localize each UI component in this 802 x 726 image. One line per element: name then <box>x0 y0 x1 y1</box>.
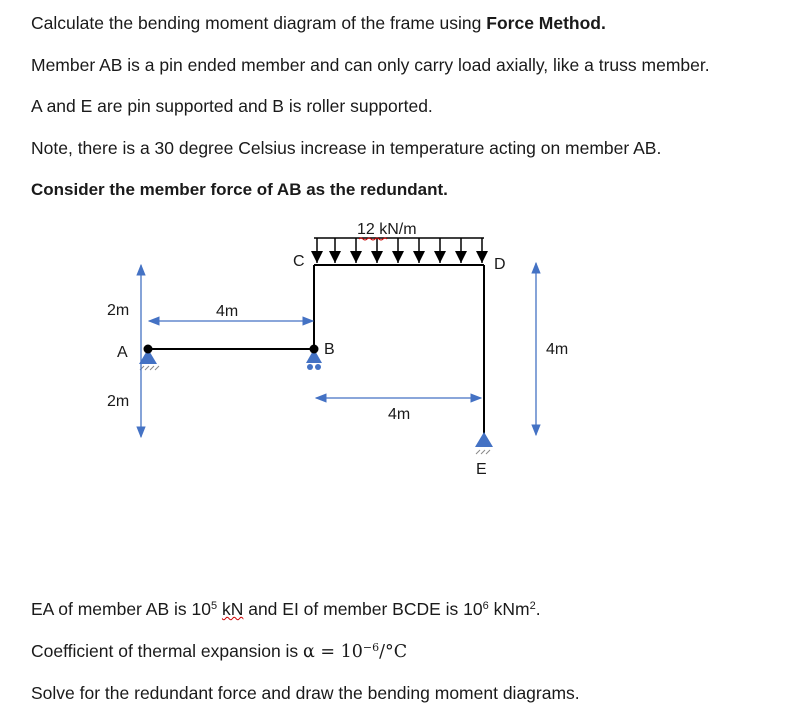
alpha-unit: /°C <box>379 642 408 662</box>
task-statement: Solve for the redundant force and draw the bending moment diagrams. <box>31 683 580 703</box>
ei-unit-exponent: 2 <box>529 600 536 612</box>
instruction-line-3: A and E are pin supported and B is roller supported. <box>31 96 433 116</box>
load-label: 12 kN/m <box>357 221 417 238</box>
thermal-coefficient <box>31 640 407 663</box>
force-method-emphasis: Force Method. <box>486 13 606 33</box>
node-label-c: C <box>293 253 305 270</box>
dimension-label-ab: 4m <box>216 303 239 320</box>
dimension-label-2m-bottom: 2m <box>107 393 130 410</box>
node-label-a: A <box>117 344 128 361</box>
ei-unit: kNm <box>488 599 530 619</box>
node-label-d: D <box>494 256 506 273</box>
pin-support-e <box>475 432 493 454</box>
material-properties <box>31 598 541 620</box>
node-label-e: E <box>476 461 487 478</box>
alpha-exponent: −6 <box>362 641 380 654</box>
node-label-b: B <box>324 341 335 358</box>
distributed-load <box>314 238 484 263</box>
alpha-text: Coefficient of thermal expansion is <box>31 641 304 661</box>
instruction-line-2: Member AB is a pin ended member and can only carry load axially, like a truss member. <box>31 55 710 75</box>
instruction-line-5: Consider the member force of AB as the redundant. <box>31 180 448 199</box>
ea-unit: kN <box>221 599 244 619</box>
dimension-label-2m-top: 2m <box>107 302 130 319</box>
ei-text: and EI of member BCDE is 10 <box>243 599 483 619</box>
dimension-label-right: 4m <box>546 341 569 358</box>
dimension-label-be: 4m <box>388 406 411 423</box>
ea-exponent: 5 <box>210 600 218 612</box>
ea-text: EA of member AB is 10 <box>31 599 211 619</box>
ei-exponent: 6 <box>482 600 489 612</box>
ei-period: . <box>535 599 541 619</box>
alpha-expression: α = 10 <box>303 642 363 662</box>
instruction-text: Calculate the bending moment diagram of the frame using <box>31 13 487 33</box>
instruction-line-4: Note, there is a 30 degree Celsius increase in temperature acting on member AB. <box>31 138 662 158</box>
